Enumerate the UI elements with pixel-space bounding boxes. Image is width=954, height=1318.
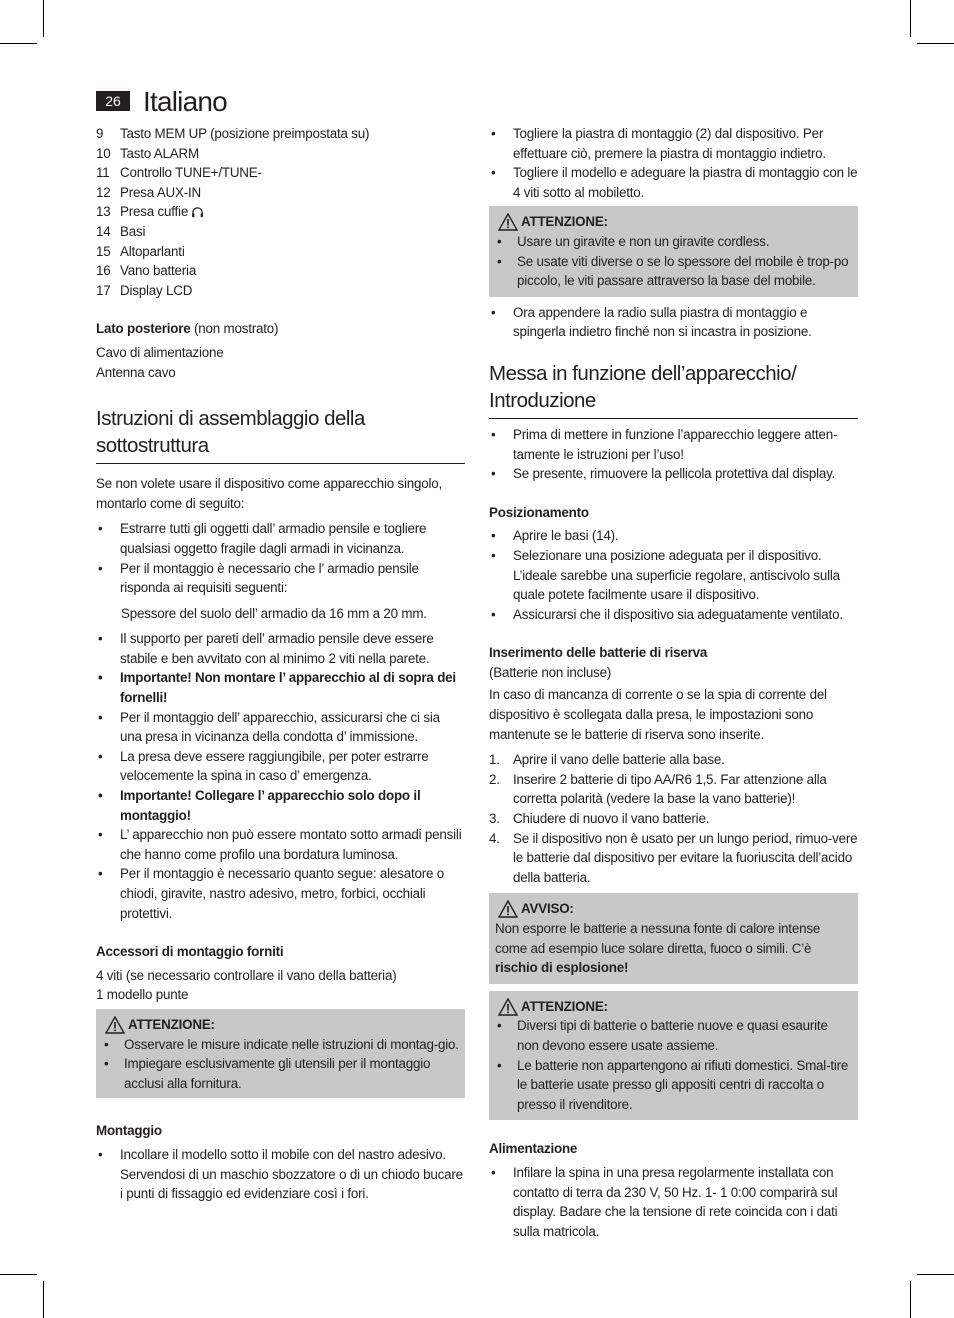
caution-box	[489, 206, 858, 296]
list-item: • Infilare la spina in una presa regolarmente installata con contatto di terra da 230 V, 50 Hz. 1- 1 0:00 comparirà sul display. Badare che la tensione di rete coincida con i dati sulla matricola.	[489, 1163, 858, 1241]
crop-mark	[43, 1281, 44, 1318]
part-number: 9	[96, 126, 104, 141]
part-label: Tasto MEM UP (posizione preimpostata su)	[120, 126, 370, 141]
back-side-heading: Lato posteriore (non mostrato)	[96, 321, 279, 337]
caution-box	[489, 991, 858, 1121]
mounting-list	[96, 1145, 465, 1204]
mounting-list-cont	[489, 124, 858, 202]
step-number: 1.	[489, 752, 500, 768]
list-item: • Incollare il modello sotto il mobile con del nastro adesivo. Servendosi di un maschio sbozzatore o di un chiodo bucare i punti di fissaggio ed evidenziare così i fori.	[96, 1145, 465, 1204]
list-item: • Se usate viti diverse o se lo spessore del mobile è trop-po piccolo, le viti passare attraverso la base del mobile.	[495, 252, 852, 291]
startup-list	[489, 425, 858, 484]
list-item: • Usare un giravite e non un giravite cordless.	[495, 232, 852, 252]
hang-list	[489, 303, 858, 342]
mounting-heading: Montaggio	[96, 1123, 162, 1139]
list-item: • Le batterie non appartengono ai rifiuti domestici. Smal-tire le batterie usate presso gli appositi centri di raccolta o presso il rivenditore.	[495, 1056, 852, 1115]
step-item	[489, 829, 858, 888]
warning-box	[489, 893, 858, 983]
list-item: • Togliere la piastra di montaggio (2) dal dispositivo. Per effettuare ciò, premere la piastra di montaggio indietro.	[489, 124, 858, 163]
back-items	[96, 343, 465, 382]
caution-title: ATTENZIONE:	[495, 997, 852, 1017]
step-text: Aprire il vano delle batterie alla base.	[513, 752, 725, 768]
step-item	[489, 809, 858, 829]
warning-title: AVVISO:	[495, 899, 852, 919]
crop-mark	[910, 1281, 911, 1318]
crop-mark	[43, 0, 44, 37]
part-item	[96, 261, 465, 281]
crop-mark	[0, 1274, 37, 1275]
headphones-icon	[191, 206, 204, 219]
battery-steps	[489, 750, 858, 887]
crop-mark	[917, 1274, 954, 1275]
part-item	[96, 202, 465, 222]
part-item	[96, 281, 465, 301]
list-item: • Per il montaggio è necessario quanto segue: alesatore o chiodi, giravite, nastro adesivo, metro, forbici, occhiali protettivi.	[96, 864, 465, 923]
assembly-list-2	[96, 629, 465, 923]
list-item: • Il supporto per pareti dell’ armadio pensile deve essere stabile e ben avvitato con al minimo 2 viti nella parete.	[96, 629, 465, 668]
part-item	[96, 242, 465, 262]
list-item: • Togliere il modello e adeguare la piastra di montaggio con le 4 viti sotto al mobiletto.	[489, 163, 858, 202]
caution-box	[96, 1009, 465, 1098]
list-item: • Impiegare esclusivamente gli utensili per il montaggio acclusi alla fornitura.	[102, 1054, 459, 1093]
step-item	[489, 770, 858, 809]
battery-heading: Inserimento delle batterie di riserva	[489, 645, 708, 661]
warning-triangle-icon	[498, 213, 518, 231]
parts-list	[96, 124, 465, 300]
step-number: 3.	[489, 811, 500, 827]
crop-mark	[910, 0, 911, 37]
part-label: Vano batteria	[120, 263, 197, 279]
list-item: • Per il montaggio dell’ apparecchio, assicurarsi che ci sia una presa in vicinanza della condotta d’ immissione.	[96, 708, 465, 747]
list-item: • Per il montaggio è necessario che l’ armadio pensile risponda ai requisiti seguenti:	[96, 559, 465, 598]
part-label: Controllo TUNE+/TUNE-	[120, 165, 262, 181]
part-number: 10	[96, 145, 111, 161]
step-number: 4.	[489, 830, 500, 846]
caution-list	[495, 1016, 852, 1114]
list-item: • La presa deve essere raggiungibile, per poter estrarre velocemente la spina in caso d’ emergenza.	[96, 747, 465, 786]
step-number: 2.	[489, 771, 500, 787]
back-item: Cavo di alimentazione	[96, 344, 224, 360]
list-item: • L’ apparecchio non può essere montato sotto armadi pensili che hanno come profilo una bordatura luminosa.	[96, 825, 465, 864]
part-label: Presa AUX-IN	[120, 184, 201, 200]
warning-triangle-icon	[498, 900, 518, 918]
accessories-heading: Accessori di montaggio forniti	[96, 944, 284, 960]
part-label: Altoparlanti	[120, 243, 185, 259]
warning-text: Non esporre le batterie a nessuna fonte di calore intense come ad esempio luce solare diretta, fuoco o simili. C’è rischio di esplosione!	[495, 921, 821, 976]
accessories-list	[96, 966, 465, 1005]
assembly-heading: Istruzioni di assemblaggio della sottostruttura	[96, 405, 465, 464]
power-list	[489, 1163, 858, 1241]
part-item	[96, 183, 465, 203]
startup-heading: Messa in funzione dell’apparecchio/ Introduzione	[489, 360, 858, 419]
thickness-note: Spessore del suolo dell’ armadio da 16 mm a 20 mm.	[121, 605, 427, 621]
part-label: Tasto ALARM	[120, 145, 199, 161]
warning-triangle-icon	[105, 1016, 125, 1034]
list-item: • Se presente, rimuovere la pellicola protettiva dal display.	[489, 464, 858, 484]
part-item	[96, 124, 465, 144]
part-item	[96, 144, 465, 164]
right-column	[489, 124, 858, 1241]
caution-title: ATTENZIONE:	[495, 212, 852, 232]
list-item: • Importante! Non montare l’ apparecchio al di sopra dei fornelli!	[96, 668, 465, 707]
part-number: 11	[96, 165, 110, 181]
caution-list	[495, 232, 852, 291]
page-title: Italiano	[143, 86, 227, 117]
caution-title: ATTENZIONE:	[102, 1015, 459, 1035]
accessory-item: 1 modello punte	[96, 987, 189, 1003]
step-text: Inserire 2 batterie di tipo AA/R6 1,5. Far attenzione alla corretta polarità (vedere la base la vano batterie)!	[513, 771, 827, 807]
part-number: 17	[96, 282, 111, 298]
part-number: 15	[96, 243, 111, 259]
part-number: 12	[96, 184, 111, 200]
list-item: • Aprire le basi (14).	[489, 526, 858, 546]
part-item	[96, 163, 465, 183]
power-heading: Alimentazione	[489, 1141, 578, 1157]
battery-note: (Batterie non incluse)	[489, 664, 612, 680]
part-label: Display LCD	[120, 282, 193, 298]
list-item: • Ora appendere la radio sulla piastra di montaggio e spingerla indietro finché non si incastra in posizione.	[489, 303, 858, 342]
crop-mark	[0, 43, 37, 44]
accessory-item: 4 viti (se necessario controllare il vano della batteria)	[96, 967, 397, 983]
list-item: • Prima di mettere in funzione l’apparecchio leggere atten-tamente le istruzioni per l’uso!	[489, 425, 858, 464]
warning-triangle-icon	[498, 998, 518, 1016]
assembly-list-1	[96, 519, 465, 597]
list-item: • Importante! Collegare l’ apparecchio solo dopo il montaggio!	[96, 786, 465, 825]
list-item: • Assicurarsi che il dispositivo sia adeguatamente ventilato.	[489, 605, 858, 625]
part-item	[96, 222, 465, 242]
battery-intro: In caso di mancanza di corrente o se la spia di corrente del dispositivo è scollegata dalla presa, le impostazioni sono mantenute se le batterie di riserva sono inserite.	[489, 687, 827, 742]
step-text: Chiudere di nuovo il vano batterie.	[513, 811, 710, 827]
step-item	[489, 750, 858, 770]
left-column	[96, 124, 465, 1204]
page-number: 26	[96, 91, 130, 111]
list-item: • Osservare le misure indicate nelle istruzioni di montag-gio.	[102, 1035, 459, 1055]
assembly-intro: Se non volete usare il dispositivo come apparecchio singolo, montarlo come di seguito:	[96, 476, 443, 511]
crop-mark	[917, 43, 954, 44]
back-item: Antenna cavo	[96, 364, 176, 380]
positioning-heading: Posizionamento	[489, 504, 589, 520]
positioning-list	[489, 526, 858, 624]
part-number: 13	[96, 204, 111, 220]
list-item: • Estrarre tutti gli oggetti dall’ armadio pensile e togliere qualsiasi oggetto fragile dagli armadi in vicinanza.	[96, 519, 465, 558]
list-item: • Selezionare una posizione adeguata per il dispositivo. L’ideale sarebbe una superficie regolare, antiscivolo sulla quale potete facilmente usare il dispositivo.	[489, 546, 858, 605]
part-label: Basi	[120, 223, 146, 239]
list-item: • Diversi tipi di batterie o batterie nuove e quasi esaurite non devono essere usate assieme.	[495, 1016, 852, 1055]
step-text: Se il dispositivo non è usato per un lungo period, rimuo-vere le batterie dal dispositivo per evitare la fuoriuscita dell’acido della batteria.	[513, 830, 858, 885]
part-number: 16	[96, 263, 111, 279]
caution-list	[102, 1035, 459, 1094]
part-number: 14	[96, 223, 111, 239]
part-label: Presa cuffie	[120, 204, 189, 220]
